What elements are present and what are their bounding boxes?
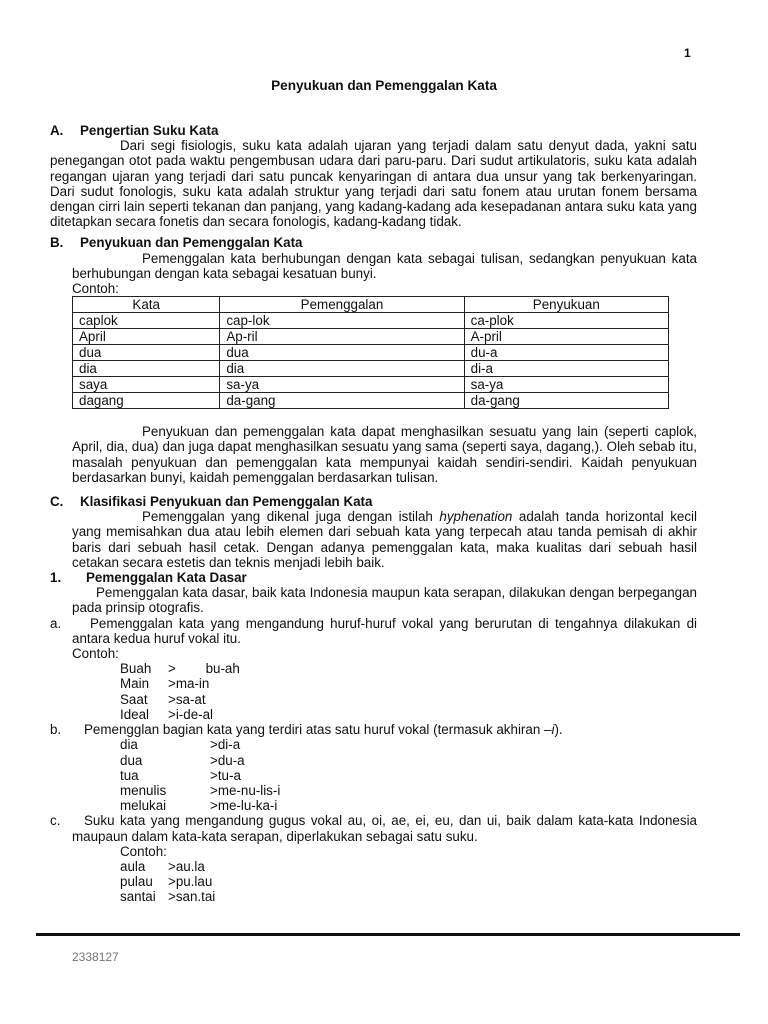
hyphenation-term: hyphenation (439, 509, 513, 525)
section-c-heading (50, 494, 697, 509)
table-cell: April (73, 329, 220, 345)
table-cell: caplok (73, 313, 220, 329)
example-row: santai >san.tai (120, 889, 216, 905)
item-b-text: b. Pemengglan bagian kata yang terdiri atas satu huruf vokal (termasuk akhiran –i). (50, 722, 563, 738)
table-cell: ca-plok (464, 313, 668, 329)
item-a-marker: a. (50, 615, 62, 631)
table-header-cell: Kata (73, 297, 220, 313)
page-number: 1 (684, 46, 691, 60)
item-b-marker: b. (50, 722, 62, 738)
section-1-heading (50, 570, 697, 585)
section-1-marker: 1. (50, 570, 62, 586)
example-row: Ideal >i-de-al (120, 706, 214, 722)
example-row: Saat >sa-at (120, 691, 206, 707)
table-cell: sa-ya (220, 377, 464, 393)
item-a-text: a. Pemenggalan kata yang mengandung huruf-huruf vokal yang berurutan di tengahnya dilakukan di antara kedua huruf vokal itu. (50, 615, 697, 646)
example-row: pulau >pu.lau (120, 874, 213, 890)
section-c-paragraph: Pemenggalan yang dikenal juga dengan istilah hyphenation adalah tanda horizontal kecil yang memisahkan dua atau lebih elemen dari sebuah kata yang terpecah atau tanda pemisah di akhir baris dari sebuah hasil cetak. Dengan adanya pemenggalan kata, maka kualitas dari sebuah hasil cetakan secara estetis dan teknis menjadi lebih baik. (72, 509, 697, 570)
item-c-contoh: Contoh: (120, 843, 167, 859)
syllable-table (72, 296, 669, 409)
example-row: melukai >me-lu-ka-i (120, 798, 278, 814)
section-1-title: Pemenggalan Kata Dasar (86, 570, 247, 586)
table-header-cell: Penyukuan (464, 297, 668, 313)
table-cell: dua (220, 345, 464, 361)
example-row: aula >au.la (120, 858, 205, 874)
example-row: tua >tu-a (120, 767, 241, 783)
table-header-cell: Pemenggalan (220, 297, 464, 313)
section-b-marker: B. (50, 235, 64, 251)
item-c-marker: c. (50, 813, 61, 829)
table-cell: sa-ya (464, 377, 668, 393)
table-cell: da-gang (220, 393, 464, 409)
table-cell: du-a (464, 345, 668, 361)
document-title: Penyukuan dan Pemenggalan Kata (271, 78, 497, 93)
table-cell: di-a (464, 361, 668, 377)
example-row: Main >ma-in (120, 676, 210, 692)
section-b-contoh: Contoh: (72, 281, 119, 297)
example-row: Buah > bu-ah (120, 661, 240, 677)
item-c-text: c. Suku kata yang mengandung gugus vokal au, oi, ae, ei, eu, dan ui, baik dalam kata-kata Indonesia maupaun dalam kata-kata serapan, diperlakukan sebagai satu suku. (50, 813, 697, 844)
footer-divider (36, 933, 740, 936)
section-c-title: Klasifikasi Penyukuan dan Pemenggalan Kata (80, 494, 373, 510)
section-a-title: Pengertian Suku Kata (80, 123, 219, 138)
akhiran-i: i (551, 722, 555, 738)
table-cell: dia (220, 361, 464, 377)
table-cell: da-gang (464, 393, 668, 409)
table-cell: cap-lok (220, 313, 464, 329)
document-id: 2338127 (72, 950, 119, 964)
table-cell: dia (73, 361, 220, 377)
section-1-paragraph: Pemenggalan kata dasar, baik kata Indonesia maupun kata serapan, dilakukan dengan berpegangan pada prinsip otografis. (72, 585, 697, 616)
table-row (73, 361, 669, 377)
section-b-paragraph: Pemenggalan kata berhubungan dengan kata sebagai tulisan, sedangkan penyukuan kata berhubungan dengan kata sebagai kesatuan bunyi. (72, 250, 697, 281)
table-cell: dua (73, 345, 220, 361)
table-cell: Ap-ril (220, 329, 464, 345)
item-a-contoh: Contoh: (72, 646, 119, 662)
section-a-heading (50, 123, 697, 138)
document-body (50, 123, 697, 905)
table-row (73, 393, 669, 409)
section-b-heading (50, 235, 697, 250)
section-a-paragraph: Dari segi fisiologis, suku kata adalah ujaran yang terjadi dalam satu denyut dada, yakni satu penegangan otot pada waktu pengembusan udara dari paru-paru. Dari sudut artikulatoris, suku kata adalah regangan ujaran yang terjadi dari satu puncak kenyaringan di antara dua unsur yang tak berkenyaringan. Dari sudut fonologis, suku kata adalah struktur yang terjadi dari satu fonem atau urutan fonem bersama dengan cirri lain seperti tekanan dan panjang, yang kadang-kadang ada kesepadanan antara suku kata yang ditetapkan secara fonetis dan secara fonologis, kadang-kadang tidak. (50, 138, 697, 230)
table-row (73, 345, 669, 361)
table-cell: A-pril (464, 329, 668, 345)
table-header-row (73, 297, 669, 313)
table-row (73, 377, 669, 393)
table-row (73, 329, 669, 345)
table-cell: dagang (73, 393, 220, 409)
section-a-marker: A. (50, 123, 64, 138)
section-b-paragraph-2: Penyukuan dan pemenggalan kata dapat menghasilkan sesuatu yang lain (seperti caplok, April, dia, dua) dan juga dapat menghasilkan sesuatu yang sama (seperti saya, dagang,). Oleh sebab itu, masalah penyukuan dan pemenggalan kata mempunyai kaidah sendiri-sendiri. Kaidah penyukuan berdasarkan bunyi, kaidah pemenggalan berdasarkan tulisan. (72, 424, 697, 485)
table-row (73, 313, 669, 329)
section-c-marker: C. (50, 494, 64, 510)
example-row: dua >du-a (120, 752, 245, 768)
section-b-title: Penyukuan dan Pemenggalan Kata (80, 235, 303, 251)
example-row: dia >di-a (120, 737, 241, 753)
table-cell: saya (73, 377, 220, 393)
example-row: menulis >me-nu-lis-i (120, 782, 281, 798)
